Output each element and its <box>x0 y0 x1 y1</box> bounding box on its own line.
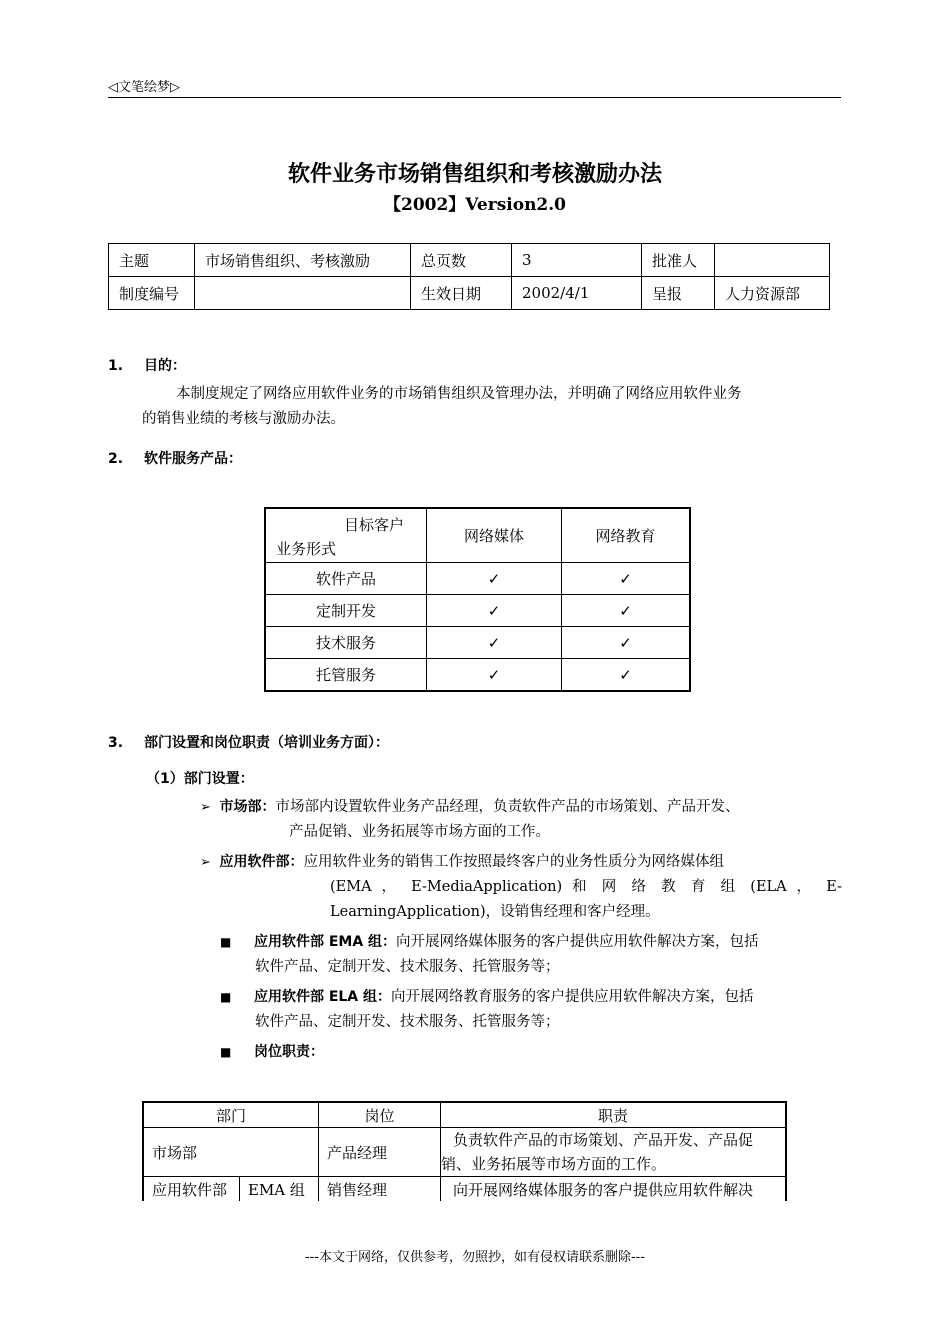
table-cell: 人力资源部 <box>715 277 830 310</box>
table-header-row <box>143 1102 786 1128</box>
bullet-text-cont: (EMA ， E-MediaApplication) 和 网 络 教 育 组 (ELA ， E- <box>330 879 842 895</box>
info-table <box>108 243 830 310</box>
section-number: 3. <box>108 735 124 751</box>
bullet-market <box>200 795 740 820</box>
bullet-text-cont: 软件产品、定制开发、技术服务、托管服务等； <box>255 1014 560 1030</box>
bullet-label: 应用软件部 EMA 组： <box>253 934 397 950</box>
check-icon: ✓ <box>427 595 562 627</box>
table-cell: 销售经理 <box>319 1177 441 1202</box>
section-3-heading <box>108 732 389 752</box>
bullet-ela <box>220 985 754 1010</box>
check-icon: ✓ <box>427 627 562 659</box>
row-label: 软件产品 <box>265 563 427 595</box>
table-cell: 市场部 <box>143 1128 319 1177</box>
bullet-label: 市场部： <box>219 799 276 815</box>
table-row <box>143 1177 786 1202</box>
table-cell: 制度编号 <box>109 277 195 310</box>
check-icon: ✓ <box>562 627 691 659</box>
table-row <box>265 659 690 692</box>
section-title: 软件服务产品： <box>144 451 242 467</box>
table-cell: 产品经理 <box>319 1128 441 1177</box>
table-cell: 生效日期 <box>411 277 512 310</box>
table-cell <box>715 244 830 277</box>
bullet-text-cont: 产品促销、业务拓展等市场方面的工作。 <box>289 824 550 840</box>
table-cell: 市场销售组织、考核激励 <box>195 244 411 277</box>
paragraph-line: 的销售业绩的考核与激励办法。 <box>142 411 345 427</box>
table-cell <box>195 277 411 310</box>
table-corner-cell <box>265 508 427 563</box>
document-title: 软件业务市场销售组织和考核激励办法 <box>287 161 662 187</box>
table-cell: 应用软件部 <box>143 1177 240 1202</box>
table-row <box>265 627 690 659</box>
table-header-row <box>265 508 690 563</box>
section-number: 2. <box>108 451 124 467</box>
bullet-ema <box>220 930 759 955</box>
bullet-app <box>200 850 724 875</box>
check-icon: ✓ <box>427 563 562 595</box>
square-bullet-icon: ■ <box>220 990 232 1004</box>
table-cell: 批准人 <box>642 244 715 277</box>
row-label: 托管服务 <box>265 659 427 692</box>
table-row <box>109 277 830 310</box>
footer-disclaimer: ---本文于网络，仅供参考，勿照抄，如有侵权请联系删除--- <box>304 1250 646 1265</box>
bullet-label: 岗位职责： <box>253 1044 324 1060</box>
check-icon: ✓ <box>562 563 691 595</box>
row-label: 定制开发 <box>265 595 427 627</box>
table-row <box>109 244 830 277</box>
bullet-text-cont: 软件产品、定制开发、技术服务、托管服务等； <box>255 959 560 975</box>
section-2-heading <box>108 448 242 468</box>
bullet-text: 市场部内设置软件业务产品经理，负责软件产品的市场策划、产品开发、 <box>275 799 740 815</box>
header-text: ◁文笔绘梦▷ <box>108 80 180 95</box>
corner-label-top: 目标客户 <box>344 516 405 534</box>
bullet-text: 向开展网络教育服务的客户提供应用软件解决方案，包括 <box>391 989 754 1005</box>
bullet-duty <box>220 1040 324 1065</box>
table-row <box>265 563 690 595</box>
row-label: 技术服务 <box>265 627 427 659</box>
bullet-label: 应用软件部 ELA 组： <box>253 989 392 1005</box>
column-header: 岗位 <box>319 1102 441 1128</box>
column-header: 网络媒体 <box>427 508 562 563</box>
table-cell: 2002/4/1 <box>512 277 642 310</box>
arrow-bullet-icon: ➢ <box>200 800 211 815</box>
section-title: 目的： <box>144 358 186 374</box>
table-cell: 总页数 <box>411 244 512 277</box>
column-header: 职责 <box>441 1102 787 1128</box>
square-bullet-icon: ■ <box>220 935 232 949</box>
table-row <box>143 1128 786 1177</box>
bullet-label: 应用软件部： <box>219 854 304 870</box>
check-icon: ✓ <box>562 595 691 627</box>
corner-label-bottom: 业务形式 <box>276 540 337 558</box>
document-subtitle: 【2002】Version2.0 <box>383 195 567 215</box>
column-header: 部门 <box>143 1102 319 1128</box>
check-icon: ✓ <box>562 659 691 692</box>
table-cell: 呈报 <box>642 277 715 310</box>
section-1-heading <box>108 355 186 375</box>
duty-text-line: 负责软件产品的市场策划、产品开发、产品促 <box>453 1131 754 1149</box>
table-cell: 3 <box>512 244 642 277</box>
paragraph-line: 本制度规定了网络应用软件业务的市场销售组织及管理办法，并明确了网络应用软件业务 <box>176 386 742 402</box>
table-cell: 向开展网络媒体服务的客户提供应用软件解决 <box>441 1177 787 1202</box>
arrow-bullet-icon: ➢ <box>200 855 211 870</box>
table-cell: 主题 <box>109 244 195 277</box>
table-cell: EMA 组 <box>240 1177 319 1202</box>
column-header: 网络教育 <box>562 508 691 563</box>
subsection-heading: （1）部门设置： <box>146 771 254 787</box>
product-table <box>264 507 691 692</box>
duty-table <box>142 1101 787 1201</box>
section-title: 部门设置和岗位职责（培训业务方面）： <box>144 735 389 751</box>
bullet-text: 向开展网络媒体服务的客户提供应用软件解决方案，包括 <box>396 934 759 950</box>
table-cell <box>441 1128 787 1177</box>
bullet-text: 应用软件业务的销售工作按照最终客户的业务性质分为网络媒体组 <box>303 854 725 870</box>
square-bullet-icon: ■ <box>220 1045 232 1059</box>
table-row <box>265 595 690 627</box>
duty-text-line: 销、业务拓展等市场方面的工作。 <box>441 1155 667 1173</box>
section-number: 1. <box>108 358 124 374</box>
bullet-text-cont: LearningApplication)，设销售经理和客户经理。 <box>330 904 660 920</box>
check-icon: ✓ <box>427 659 562 692</box>
header-divider <box>108 97 841 98</box>
